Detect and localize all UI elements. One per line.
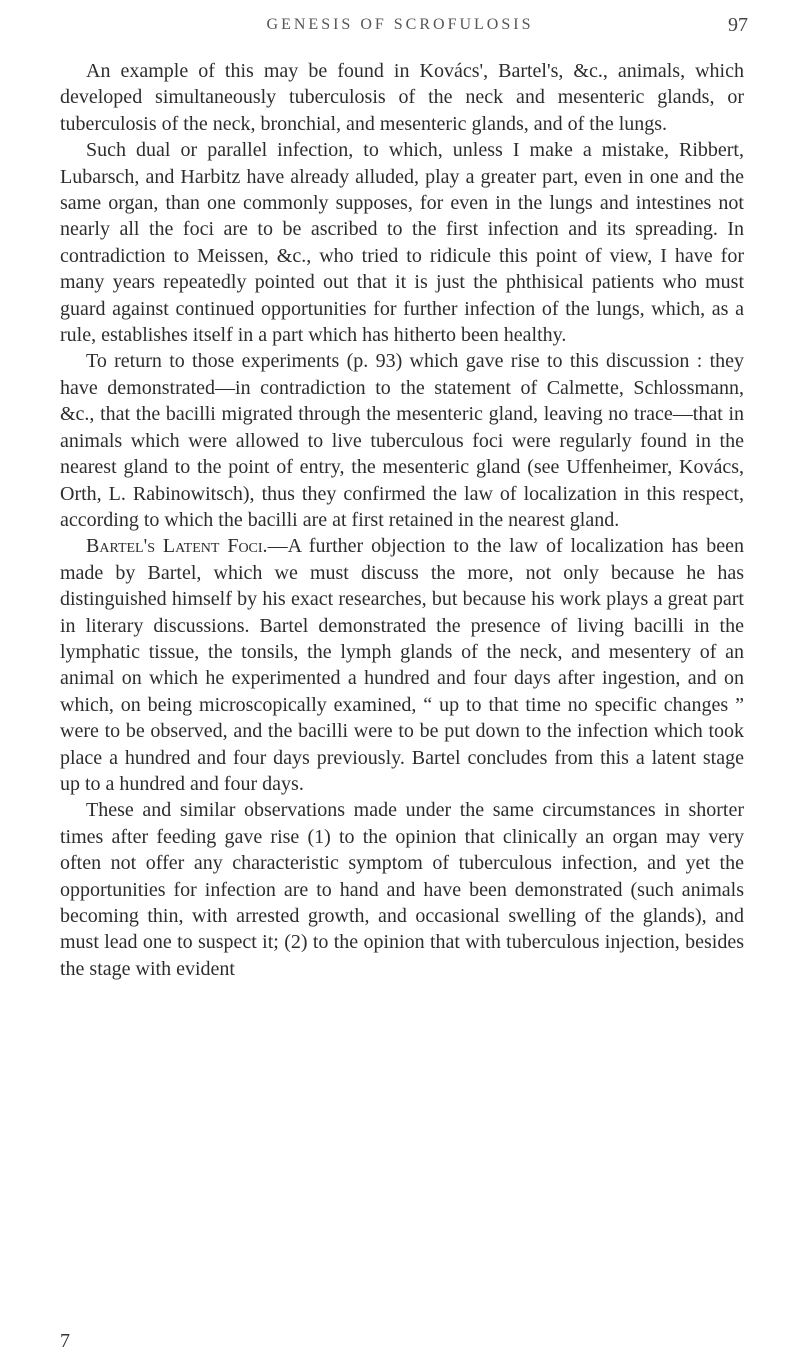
running-head [0,16,800,46]
page-number: 97 [728,14,748,36]
signature-mark: 7 [60,1330,70,1352]
body-text [60,58,744,982]
paragraph: To return to those experiments (p. 93) which gave rise to this discussion : they have demonstrated—in contradiction to the statement of Calmette, Schlossmann, &c., that the bacilli migrated through the mesenteric gland, leaving no trace—that in animals which were allowed to live tuberculous foci were regularly found in the nearest gland to the point of entry, the mesenteric gland (see Uffenheimer, Kovács, Orth, L. Rabinowitsch), thus they confirmed the law of localization in this respect, according to which the bacilli are at first retained in the nearest gland. [60,350,744,531]
running-title: GENESIS OF SCROFULOSIS [266,16,534,33]
paragraph [60,533,744,797]
paragraph: Such dual or parallel infection, to which, unless I make a mistake, Ribbert, Lubarsch, and Harbitz have already alluded, play a greater part, even in one and the same organ, than one commonly supposes, for even in the lungs and intestines not nearly all the foci are to be ascribed to the first infection and its spreading. In contradiction to Meissen, &c., who tried to ridicule this point of view, I have for many years repeatedly pointed out that it is just the phthisical patients who must guard against continued opportunities for further infection of the lungs, which, as a rule, establishes itself in a part which has hitherto been healthy. [60,139,744,347]
paragraph: An example of this may be found in Kovács', Bartel's, &c., animals, which developed simultaneously tuberculosis of the neck and mesenteric glands, or tuberculosis of the neck, bronchial, and mesenteric glands, and of the lungs. [60,60,744,135]
section-heading: Bartel's Latent Foci. [86,535,268,558]
paragraph: These and similar observations made under the same circumstances in shorter times after feeding gave rise (1) to the opinion that clinically an organ may very often not offer any characteristic symptom of tuberculous infection, and yet the opportunities for infection are to hand and have been demonstrated (such animals becoming thin, with arrested growth, and occasional swelling of the glands), and must lead one to suspect it; (2) to the opinion that with tuberculous injection, besides the stage with evident [60,799,744,980]
paragraph-text: —A further objection to the law of localization has been made by Bartel, which we must discuss the more, not only because he has distinguished himself by his exact researches, but because his work plays a great part in literary discussions. Bartel demonstrated the presence of living bacilli in the lymphatic tissue, the tonsils, the lymph glands of the neck, and mesentery of an animal on which he experimented a hundred and four days after ingestion, and on which, on being microscopically examined, “ up to that time no specific changes ” were to be observed, and the bacilli were to be put down to the infection which took place a hundred and four days previously. Bartel concludes from this a latent stage up to a hundred and four days. [60,535,744,795]
